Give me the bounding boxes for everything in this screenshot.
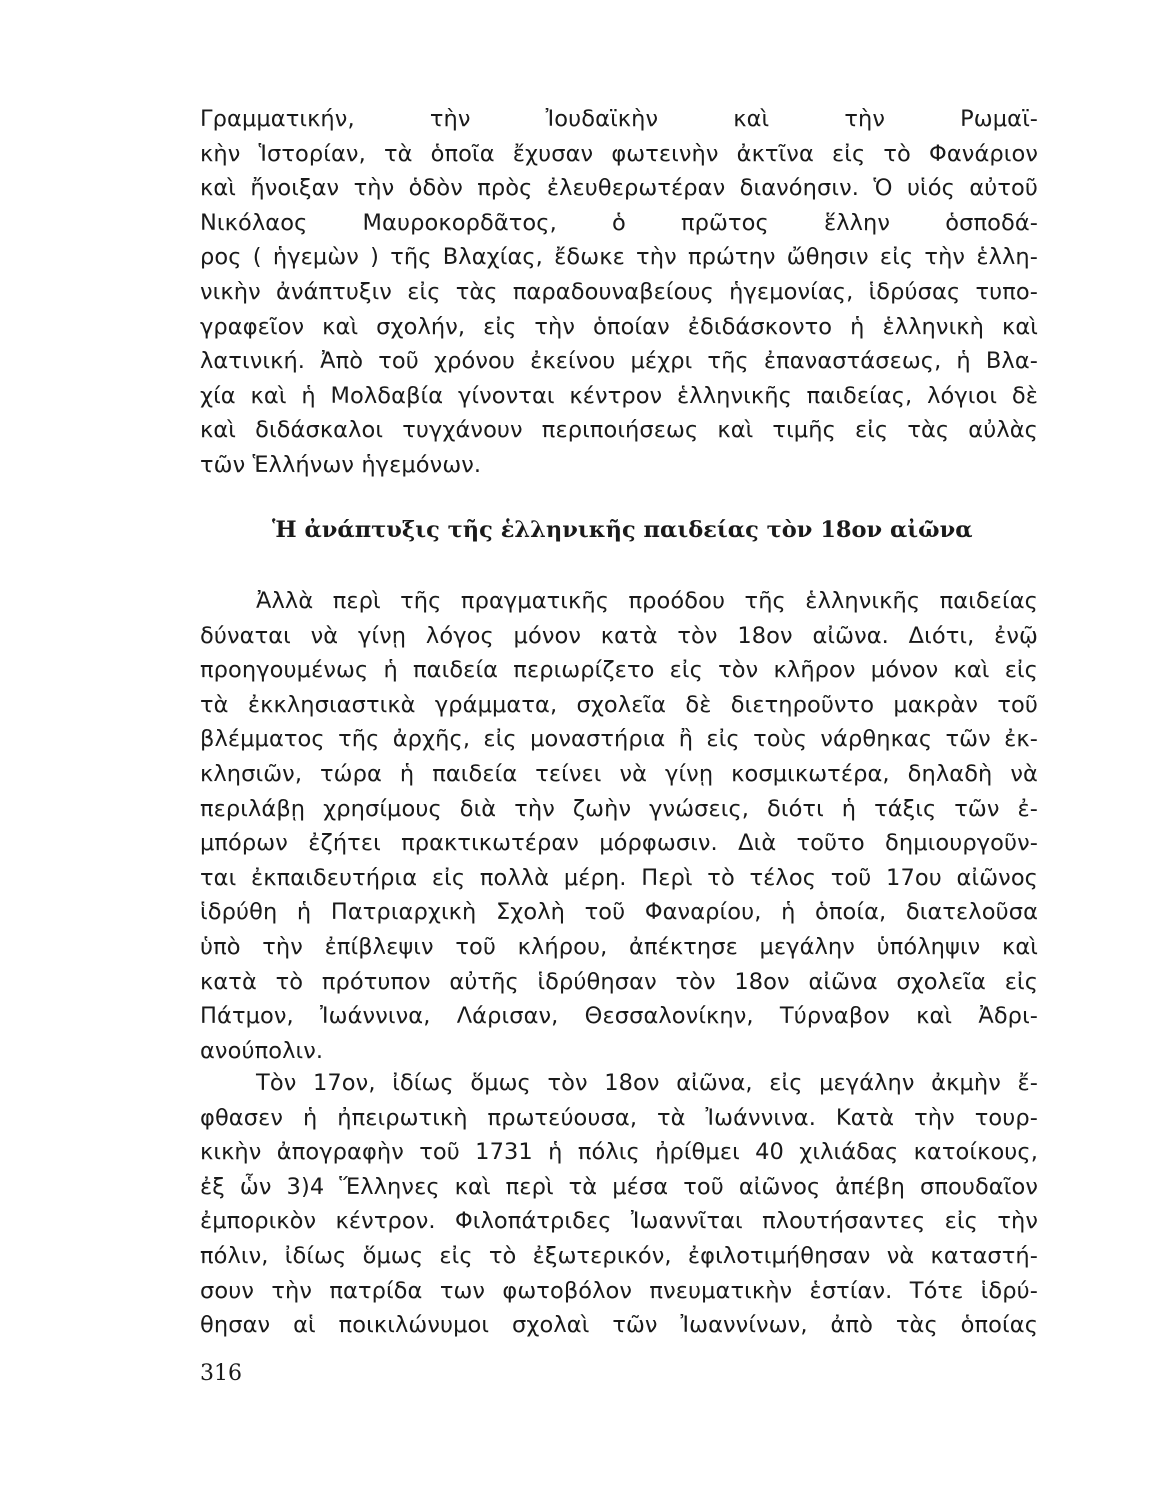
- text-line: κὴν Ἱστορίαν, τὰ ὁποῖα ἔχυσαν φωτεινὴν ἀκτῖνα εἰς τὸ Φανάριον: [200, 140, 1038, 167]
- paragraph-3: [200, 1066, 1038, 1343]
- text-line: Τὸν 17ον, ἰδίως ὅμως τὸν 18ον αἰῶνα, εἰς μεγάλην ἀκμὴν ἔ-: [256, 1070, 1038, 1096]
- text-line: ἱδρύθη ἡ Πατριαρχικὴ Σχολὴ τοῦ Φαναρίου, ἡ ὁποία, διατελοῦσα: [200, 899, 1038, 926]
- text-line: ται ἐκπαιδευτήρια εἰς πολλὰ μέρη. Περὶ τὸ τέλος τοῦ 17ου αἰῶνος: [200, 864, 1038, 891]
- text-line: ρος ( ἡγεμὼν ) τῆς Βλαχίας, ἔδωκε τὴν πρώτην ὤθησιν εἰς τὴν ἑλλη-: [200, 244, 1038, 271]
- page-number: 316: [200, 1361, 242, 1386]
- text-line: τῶν Ἑλλήνων ἡγεμόνων.: [200, 451, 482, 478]
- text-line: περιλάβῃ χρησίμους διὰ τὴν ζωὴν γνώσεις, διότι ἡ τάξις τῶν ἐ-: [200, 795, 1038, 822]
- text-line: φθασεν ἡ ἠπειρωτικὴ πρωτεύουσα, τὰ Ἰωάννινα. Κατὰ τὴν τουρ-: [200, 1104, 1038, 1131]
- text-line: ἐξ ὧν 3)4 Ἕλληνες καὶ περὶ τὰ μέσα τοῦ αἰῶνος ἀπέβη σπουδαῖον: [200, 1173, 1038, 1200]
- text-line: μπόρων ἐζήτει πρακτικωτέραν μόρφωσιν. Διὰ τοῦτο δημιουργοῦν-: [200, 830, 1038, 857]
- text-line: γραφεῖον καὶ σχολήν, εἰς τὴν ὁποίαν ἐδιδάσκοντο ἡ ἑλληνικὴ καὶ: [200, 313, 1038, 340]
- text-line: θησαν αἱ ποικιλώνυμοι σχολαὶ τῶν Ἰωαννίνων, ἀπὸ τὰς ὁποίας: [200, 1312, 1038, 1339]
- text-line: προηγουμένως ἡ παιδεία περιωρίζετο εἰς τὸν κλῆρον μόνον καὶ εἰς: [200, 657, 1038, 684]
- text-line: Ἀλλὰ περὶ τῆς πραγματικῆς προόδου τῆς ἑλληνικῆς παιδείας: [256, 588, 1038, 614]
- text-line: κικὴν ἀπογραφὴν τοῦ 1731 ἡ πόλις ἠρίθμει 40 χιλιάδας κατοίκους,: [200, 1139, 1038, 1166]
- text-line: κλησιῶν, τώρα ἡ παιδεία τείνει νὰ γίνῃ κοσμικωτέρα, δηλαδὴ νὰ: [200, 760, 1038, 787]
- text-line: καὶ διδάσκαλοι τυγχάνουν περιποιήσεως καὶ τιμῆς εἰς τὰς αὐλὰς: [200, 417, 1038, 444]
- text-line: Νικόλαος Μαυροκορδᾶτος, ὁ πρῶτος ἕλλην ὁσποδά-: [200, 209, 1038, 236]
- text-line: σουν τὴν πατρίδα των φωτοβόλον πνευματικὴν ἑστίαν. Τότε ἱδρύ-: [200, 1277, 1038, 1304]
- text-line: Πάτμον, Ἰωάννινα, Λάρισαν, Θεσσαλονίκην, Τύρναβον καὶ Ἀδρι-: [200, 1003, 1038, 1030]
- text-line: Γραμματικήν, τὴν Ἰουδαϊκὴν καὶ τὴν Ρωμαϊ-: [200, 106, 1038, 132]
- text-line: νικὴν ἀνάπτυξιν εἰς τὰς παραδουναβείους ἡγεμονίας, ἱδρύσας τυπο-: [200, 278, 1038, 305]
- text-line: χία καὶ ἡ Μολδαβία γίνονται κέντρον ἑλληνικῆς παιδείας, λόγιοι δὲ: [200, 382, 1038, 409]
- text-line: βλέμματος τῆς ἀρχῆς, εἰς μοναστήρια ἢ εἰς τοὺς νάρθηκας τῶν ἐκ-: [200, 726, 1038, 753]
- section-heading: Ἡ ἀνάπτυξις τῆς ἑλληνικῆς παιδείας τὸν 18ον αἰῶνα: [272, 517, 973, 543]
- text-line: δύναται νὰ γίνῃ λόγος μόνον κατὰ τὸν 18ον αἰῶνα. Διότι, ἐνῷ: [200, 622, 1038, 649]
- paragraph-2: [200, 584, 1038, 1068]
- text-line: λατινική. Ἀπὸ τοῦ χρόνου ἐκείνου μέχρι τῆς ἐπαναστάσεως, ἡ Βλα-: [200, 348, 1038, 375]
- text-line: πόλιν, ἰδίως ὅμως εἰς τὸ ἐξωτερικόν, ἐφιλοτιμήθησαν νὰ καταστή-: [200, 1242, 1038, 1269]
- text-line: ἐμπορικὸν κέντρον. Φιλοπάτριδες Ἰωαννῖται πλουτήσαντες εἰς τὴν: [200, 1208, 1038, 1235]
- text-line: κατὰ τὸ πρότυπον αὐτῆς ἱδρύθησαν τὸν 18ον αἰῶνα σχολεῖα εἰς: [200, 968, 1038, 995]
- paragraph-1: [200, 102, 1038, 483]
- text-line: ὑπὸ τὴν ἐπίβλεψιν τοῦ κλήρου, ἀπέκτησε μεγάλην ὑπόληψιν καὶ: [200, 933, 1038, 960]
- text-line: τὰ ἐκκλησιαστικὰ γράμματα, σχολεῖα δὲ διετηροῦντο μακρὰν τοῦ: [200, 691, 1038, 718]
- text-line: καὶ ἤνοιξαν τὴν ὁδὸν πρὸς ἐλευθερωτέραν διανόησιν. Ὁ υἱός αὐτοῦ: [200, 175, 1038, 202]
- text-line: ανούπολιν.: [200, 1037, 324, 1064]
